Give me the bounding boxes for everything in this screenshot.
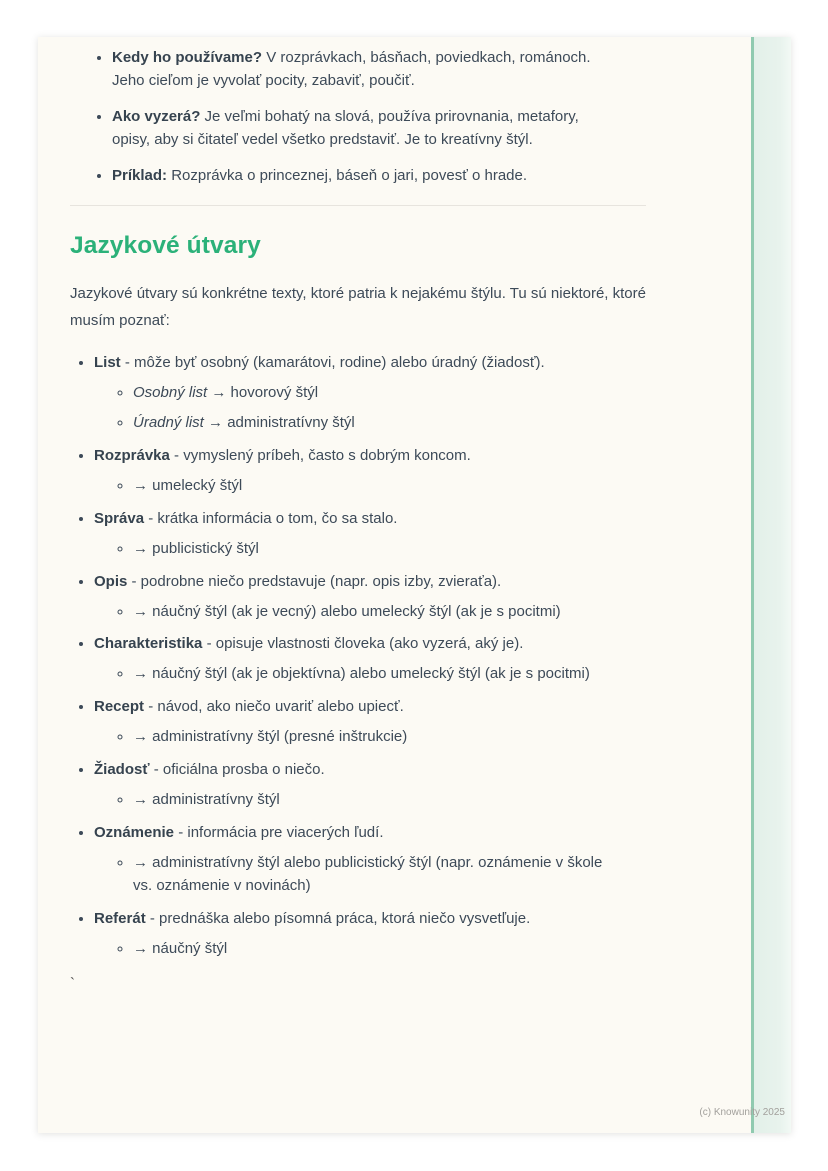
page-content bbox=[38, 37, 791, 992]
form-item-ziadost bbox=[94, 759, 646, 812]
form-term: Rozprávka bbox=[94, 446, 170, 464]
form-sub-item bbox=[133, 789, 646, 812]
copyright-footer: (c) Knowunity 2025 bbox=[699, 1107, 785, 1118]
form-term: Charakteristika bbox=[94, 635, 203, 653]
form-term-line bbox=[94, 573, 501, 590]
form-sub-item bbox=[133, 412, 646, 435]
sub-text: → náučný štýl bbox=[133, 939, 228, 957]
style-points-list bbox=[70, 47, 646, 188]
form-sub-item bbox=[133, 852, 646, 898]
bullet-text: Rozprávka o princeznej, báseň o jari, povesť o hrade. bbox=[167, 167, 528, 184]
form-term-line bbox=[94, 761, 325, 778]
form-term: Správa bbox=[94, 509, 145, 527]
form-desc: - informácia pre viacerých ľudí. bbox=[174, 824, 384, 842]
form-desc: - opisuje vlastnosti človeka (ako vyzerá, aký je). bbox=[202, 635, 524, 653]
bullet-term: Ako vyzerá? bbox=[112, 108, 201, 125]
form-item-referat bbox=[94, 908, 646, 961]
form-term: List bbox=[94, 354, 121, 371]
sub-text: → administratívny štýl alebo publicistický štýl (napr. oznámenie v škole bbox=[133, 854, 603, 871]
form-sub-list bbox=[94, 601, 646, 624]
form-term-line bbox=[94, 510, 397, 527]
section-divider bbox=[70, 205, 646, 206]
sub-text: → administratívny štýl bbox=[203, 413, 355, 431]
list-item bbox=[112, 165, 646, 188]
form-sub-item bbox=[133, 382, 646, 405]
form-sub-item bbox=[133, 601, 646, 624]
list-item bbox=[112, 47, 646, 92]
form-sub-list bbox=[94, 852, 646, 898]
form-desc: - oficiálna prosba o niečo. bbox=[149, 761, 325, 779]
bullet-term: Kedy ho používame? bbox=[112, 49, 263, 66]
form-item-recept bbox=[94, 696, 646, 749]
form-sub-list bbox=[94, 663, 646, 686]
form-term: Opis bbox=[94, 572, 128, 590]
form-sub-item bbox=[133, 538, 646, 561]
form-sub-list bbox=[94, 382, 646, 435]
sub-text-line2: vs. oznámenie v novinách) bbox=[133, 876, 311, 894]
form-sub-list bbox=[94, 538, 646, 561]
form-desc: - návod, ako niečo uvariť alebo upiecť. bbox=[144, 698, 404, 716]
form-term: Oznámenie bbox=[94, 824, 175, 842]
form-term-line bbox=[94, 698, 404, 715]
form-term-line bbox=[94, 824, 383, 841]
form-item-list bbox=[94, 352, 646, 435]
form-desc: - môže byť osobný (kamarátovi, rodine) alebo úradný (žiadosť). bbox=[120, 354, 545, 371]
stray-backtick-mark: ` bbox=[70, 974, 75, 992]
language-forms-list bbox=[70, 352, 646, 961]
form-term-line bbox=[94, 447, 471, 464]
sub-text: → náučný štýl (ak je vecný) alebo umelecký štýl (ak je s pocitmi) bbox=[133, 602, 561, 620]
form-sub-item bbox=[133, 475, 646, 498]
form-item-opis bbox=[94, 571, 646, 624]
form-sub-list bbox=[94, 726, 646, 749]
sub-text: → administratívny štýl bbox=[133, 791, 280, 809]
sub-text: → hovorový štýl bbox=[207, 383, 319, 401]
sub-text: → publicistický štýl bbox=[133, 539, 259, 557]
form-term-line bbox=[94, 910, 530, 927]
form-term: Recept bbox=[94, 698, 145, 716]
section-intro-paragraph: Jazykové útvary sú konkrétne texty, ktoré patria k nejakému štýlu. Tu sú niektoré, ktoré musím poznať: bbox=[70, 284, 646, 330]
bullet-text: V rozprávkach, básňach, poviedkach, románoch. bbox=[262, 49, 591, 66]
form-desc: - vymyslený príbeh, často s dobrým koncom. bbox=[169, 446, 471, 464]
sub-text: → náučný štýl (ak je objektívna) alebo umelecký štýl (ak je s pocitmi) bbox=[133, 665, 590, 683]
form-sub-item bbox=[133, 938, 646, 961]
form-item-sprava bbox=[94, 508, 646, 561]
form-term: Referát bbox=[94, 909, 146, 927]
document-page bbox=[38, 37, 791, 1133]
form-item-charakteristika bbox=[94, 633, 646, 686]
form-sub-list bbox=[94, 475, 646, 498]
sub-text: → administratívny štýl (presné inštrukcie) bbox=[133, 728, 408, 746]
bullet-text-line2: opisy, aby si čitateľ vedel všetko predstaviť. Je to kreatívny štýl. bbox=[112, 130, 533, 148]
sub-italic: Úradný list bbox=[133, 413, 204, 431]
bullet-text: Je veľmi bohatý na slová, používa prirovnania, metafory, bbox=[200, 108, 579, 125]
form-sub-item bbox=[133, 726, 646, 749]
sub-italic: Osobný list bbox=[133, 383, 208, 401]
form-term-line bbox=[94, 354, 545, 371]
form-sub-list bbox=[94, 938, 646, 961]
form-term: Žiadosť bbox=[94, 761, 150, 779]
sub-text: → umelecký štýl bbox=[133, 476, 243, 494]
form-desc: - krátka informácia o tom, čo sa stalo. bbox=[144, 509, 398, 527]
form-desc: - podrobne niečo predstavuje (napr. opis izby, zvieraťa). bbox=[127, 572, 502, 590]
form-sub-item bbox=[133, 663, 646, 686]
form-term-line bbox=[94, 635, 523, 652]
form-item-rozpravka bbox=[94, 445, 646, 498]
form-sub-list bbox=[94, 789, 646, 812]
list-item bbox=[112, 106, 646, 151]
bullet-text-line2: Jeho cieľom je vyvolať pocity, zabaviť, poučiť. bbox=[112, 71, 415, 89]
form-item-oznamenie bbox=[94, 822, 646, 898]
form-desc: - prednáška alebo písomná práca, ktorá niečo vysvetľuje. bbox=[145, 909, 531, 927]
bullet-term: Príklad: bbox=[112, 167, 168, 184]
section-heading: Jazykové útvary bbox=[70, 231, 261, 259]
